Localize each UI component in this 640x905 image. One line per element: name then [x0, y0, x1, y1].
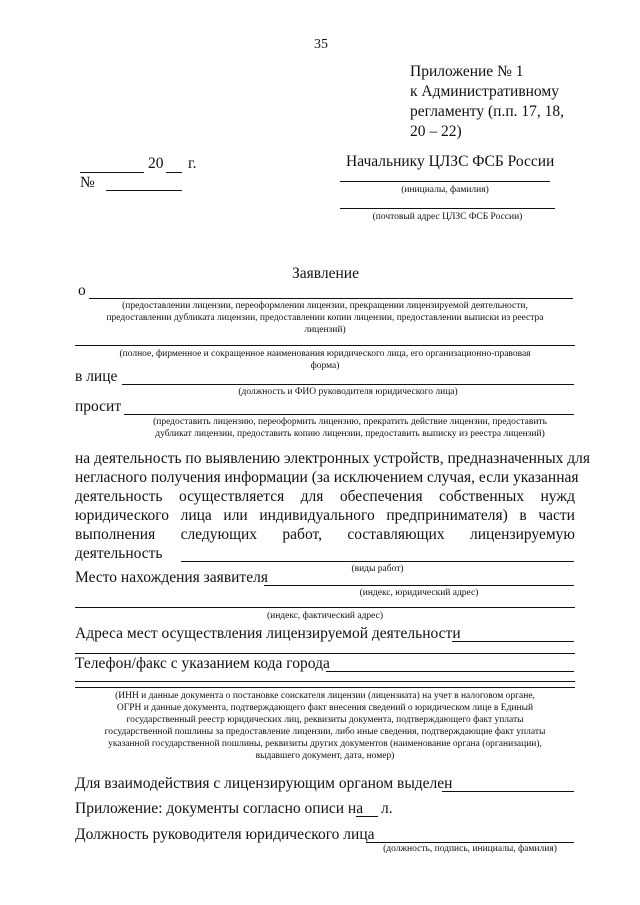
in-person-label: в лице [75, 368, 118, 385]
page-number: 35 [314, 37, 328, 52]
head-position-label: Должность руководителя юридического лица [75, 826, 375, 843]
interaction-line[interactable] [442, 791, 574, 792]
about-caption-3: лицензий) [304, 325, 346, 335]
main-text-line-6: деятельность [75, 545, 163, 562]
location-label: Место нахождения заявителя [75, 569, 268, 586]
word: составляющих [347, 526, 445, 543]
interaction-label: Для взаимодействия с лицензирующим органом выделен [75, 775, 453, 792]
word: нужд [540, 488, 575, 505]
phone-label: Телефон/факс с указанием кода города [75, 655, 330, 672]
word: собственных [439, 488, 525, 505]
activity-addresses-line-1[interactable] [452, 641, 574, 642]
word: работ, [282, 526, 322, 543]
about-caption-1: (предоставлении лицензии, переоформлении лицензии, прекращении лицензируемой деятельности, [122, 301, 528, 311]
about-prefix: о [78, 282, 86, 299]
location-caption-1: (индекс, юридический адрес) [359, 588, 479, 598]
org-name-line[interactable] [75, 345, 575, 346]
appendix-block [410, 62, 564, 142]
word: индивидуального [259, 507, 375, 524]
inn-line-1[interactable] [75, 681, 575, 682]
main-text-line-3 [75, 488, 575, 506]
attachment-suffix: л. [381, 800, 393, 817]
word: в [519, 507, 527, 524]
main-text-line-2: негласного получения информации (за исключением случая, если указанная [75, 469, 579, 486]
number-line[interactable] [106, 190, 182, 191]
word: предпринимателя) [386, 507, 508, 524]
attachment-label: Приложение: документы согласно описи на [75, 800, 364, 817]
in-person-caption: (должность и ФИО руководителя юридического лица) [238, 387, 458, 397]
location-actual-line[interactable] [75, 607, 575, 608]
org-caption-2: форма) [310, 361, 340, 371]
activity-addresses-line-2[interactable] [75, 653, 575, 654]
requests-caption-2: дубликат лицензии, предоставить копию лицензии, предоставить выписку из реестра лицензий) [155, 429, 545, 439]
inn-caption-3: государственный реестр юридических лиц, реквизиты документа, подтверждающего факт уплаты [126, 715, 524, 725]
appendix-line-1: Приложение № 1 [410, 63, 524, 80]
addressee-title: Начальнику ЦЛЗС ФСБ России [346, 153, 555, 170]
date-year-line[interactable] [166, 172, 182, 173]
word: части [538, 507, 575, 524]
main-text-line-5 [75, 526, 575, 544]
inn-caption-1: (ИНН и данные документа о постановке соискателя лицензии (лицензиата) на учет в налоговом органе, [115, 691, 535, 701]
word: следующих [180, 526, 258, 543]
word: лицензируемую [469, 526, 575, 543]
addressee-caption-1: (инициалы, фамилия) [401, 185, 489, 195]
work-types-caption: (виды работ) [351, 564, 404, 574]
main-text-line-1: на деятельность по выявлению электронных устройств, предназначенных для [75, 450, 591, 467]
date-suffix: г. [188, 155, 197, 172]
inn-caption-5: указанной государственной пошлины, реквизиты других документов (наименование органа (организации), [108, 739, 542, 749]
in-person-line[interactable] [122, 384, 574, 385]
addressee-name-line[interactable] [340, 181, 550, 182]
addressee-caption-2: (почтовый адрес ЦЛЗС ФСБ России) [372, 212, 523, 222]
inn-caption-6: выдавшего документ, дата, номер) [255, 751, 395, 761]
document-heading: Заявление [292, 265, 359, 282]
appendix-line-4: 20 – 22) [410, 123, 462, 140]
date-year: 20 [148, 155, 164, 172]
main-text-line-4 [75, 507, 575, 525]
activity-addresses-label: Адреса мест осуществления лицензируемой деятельности [75, 625, 461, 642]
org-caption-1: (полное, фирменное и сокращенное наименования юридического лица, его организационно-правовая [119, 349, 531, 359]
appendix-line-3: регламенту (п.п. 17, 18, [410, 103, 564, 120]
location-caption-2: (индекс, фактический адрес) [266, 611, 384, 621]
phone-line[interactable] [326, 671, 574, 672]
requests-label: просит [75, 398, 122, 415]
word: лица [180, 507, 212, 524]
requests-caption-1: (предоставить лицензию, переоформить лицензию, прекратить действие лицензии, предоставить [153, 417, 547, 427]
inn-caption-4: государственной пошлины за предоставление лицензии, либо иные сведения, подтверждающие факт уплаты [104, 727, 546, 737]
addressee-address-line[interactable] [340, 208, 555, 209]
inn-caption-2: ОГРН и данные документа, подтверждающего факт внесения сведений о юридическом лице в Единый [116, 703, 534, 713]
date-day-line[interactable] [80, 172, 144, 173]
word: обеспечения [339, 488, 423, 505]
about-line[interactable] [89, 298, 573, 299]
location-legal-line[interactable] [264, 585, 574, 586]
word: выполнения [75, 526, 156, 543]
head-position-caption: (должность, подпись, инициалы, фамилия) [383, 844, 557, 854]
word: для [300, 488, 324, 505]
word: юридического [75, 507, 169, 524]
word: осуществляется [178, 488, 285, 505]
number-sign: № [80, 174, 95, 191]
about-caption-2: предоставлении дубликата лицензии, предоставлении копии лицензии, предоставлении выписки из реестра [106, 313, 544, 323]
appendix-line-2: к Административному [410, 83, 559, 100]
inn-line-2[interactable] [75, 687, 575, 688]
word: или [223, 507, 248, 524]
word: деятельность [75, 488, 163, 505]
requests-line[interactable] [124, 414, 574, 415]
attachment-sheets-line[interactable] [356, 816, 378, 817]
work-types-line[interactable] [181, 561, 574, 562]
